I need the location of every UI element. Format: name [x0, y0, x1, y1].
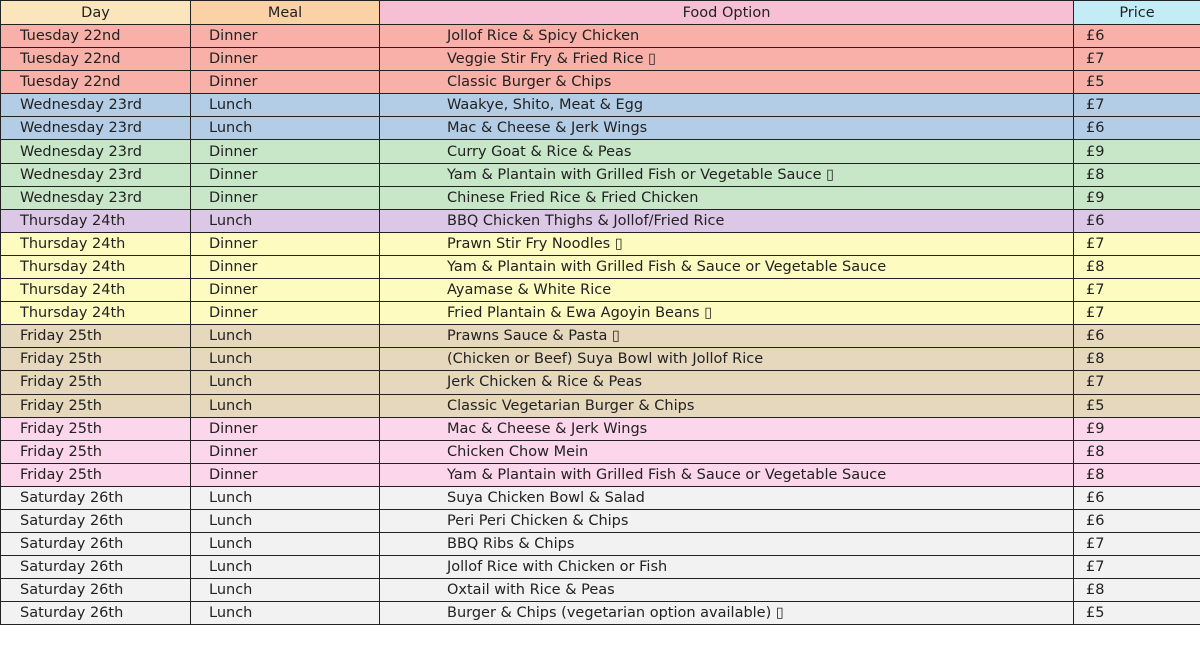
meal-cell: Lunch	[191, 602, 380, 625]
meal-cell: Dinner	[191, 302, 380, 325]
food-option-cell: Jollof Rice & Spicy Chicken	[380, 25, 1074, 48]
food-option-cell: BBQ Chicken Thighs & Jollof/Fried Rice	[380, 209, 1074, 232]
day-cell: Wednesday 23rd	[1, 94, 191, 117]
table-row	[1, 579, 1200, 602]
food-option-cell: Chinese Fried Rice & Fried Chicken	[380, 186, 1074, 209]
table-row	[1, 325, 1200, 348]
table-row	[1, 602, 1200, 625]
day-cell: Saturday 26th	[1, 602, 191, 625]
meal-cell: Lunch	[191, 486, 380, 509]
day-cell: Thursday 24th	[1, 302, 191, 325]
table-row	[1, 302, 1200, 325]
meal-cell: Dinner	[191, 140, 380, 163]
meal-cell: Dinner	[191, 417, 380, 440]
day-cell: Friday 25th	[1, 417, 191, 440]
price-cell: £6	[1074, 25, 1200, 48]
meal-cell: Dinner	[191, 25, 380, 48]
day-cell: Saturday 26th	[1, 486, 191, 509]
day-cell: Wednesday 23rd	[1, 140, 191, 163]
table-row	[1, 509, 1200, 532]
header-food-option: Food Option	[380, 1, 1074, 25]
food-option-cell: Mac & Cheese & Jerk Wings	[380, 117, 1074, 140]
food-option-cell: BBQ Ribs & Chips	[380, 533, 1074, 556]
price-cell: £8	[1074, 440, 1200, 463]
food-option-cell: Veggie Stir Fry & Fried Rice ▯	[380, 48, 1074, 71]
price-cell: £7	[1074, 556, 1200, 579]
price-cell: £5	[1074, 602, 1200, 625]
price-cell: £7	[1074, 533, 1200, 556]
food-option-cell: (Chicken or Beef) Suya Bowl with Jollof Rice	[380, 348, 1074, 371]
meal-cell: Lunch	[191, 325, 380, 348]
day-cell: Friday 25th	[1, 463, 191, 486]
food-option-cell: Burger & Chips (vegetarian option available) ▯	[380, 602, 1074, 625]
food-option-cell: Curry Goat & Rice & Peas	[380, 140, 1074, 163]
day-cell: Tuesday 22nd	[1, 71, 191, 94]
day-cell: Friday 25th	[1, 325, 191, 348]
day-cell: Wednesday 23rd	[1, 117, 191, 140]
meal-cell: Dinner	[191, 48, 380, 71]
meal-cell: Lunch	[191, 209, 380, 232]
price-cell: £7	[1074, 94, 1200, 117]
meal-cell: Lunch	[191, 556, 380, 579]
table-row	[1, 255, 1200, 278]
table-row	[1, 417, 1200, 440]
meal-cell: Lunch	[191, 117, 380, 140]
price-cell: £6	[1074, 509, 1200, 532]
price-cell: £8	[1074, 463, 1200, 486]
table-row	[1, 394, 1200, 417]
food-option-cell: Ayamase & White Rice	[380, 279, 1074, 302]
table-row	[1, 48, 1200, 71]
food-option-cell: Suya Chicken Bowl & Salad	[380, 486, 1074, 509]
day-cell: Thursday 24th	[1, 279, 191, 302]
day-cell: Wednesday 23rd	[1, 186, 191, 209]
day-cell: Saturday 26th	[1, 533, 191, 556]
day-cell: Thursday 24th	[1, 232, 191, 255]
meal-cell: Lunch	[191, 348, 380, 371]
price-cell: £7	[1074, 48, 1200, 71]
table-row	[1, 556, 1200, 579]
price-cell: £6	[1074, 209, 1200, 232]
food-option-cell: Chicken Chow Mein	[380, 440, 1074, 463]
meal-cell: Lunch	[191, 394, 380, 417]
price-cell: £6	[1074, 486, 1200, 509]
food-option-cell: Jerk Chicken & Rice & Peas	[380, 371, 1074, 394]
price-cell: £9	[1074, 417, 1200, 440]
food-option-cell: Prawn Stir Fry Noodles ▯	[380, 232, 1074, 255]
table-row	[1, 94, 1200, 117]
day-cell: Saturday 26th	[1, 556, 191, 579]
table-row	[1, 163, 1200, 186]
header-meal: Meal	[191, 1, 380, 25]
price-cell: £8	[1074, 163, 1200, 186]
meal-cell: Lunch	[191, 533, 380, 556]
meal-cell: Dinner	[191, 163, 380, 186]
price-cell: £7	[1074, 232, 1200, 255]
food-option-cell: Waakye, Shito, Meat & Egg	[380, 94, 1074, 117]
header-price: Price	[1074, 1, 1200, 25]
meal-cell: Dinner	[191, 279, 380, 302]
price-cell: £6	[1074, 117, 1200, 140]
meal-cell: Dinner	[191, 232, 380, 255]
food-option-cell: Prawns Sauce & Pasta ▯	[380, 325, 1074, 348]
meal-cell: Lunch	[191, 579, 380, 602]
meal-cell: Lunch	[191, 94, 380, 117]
day-cell: Tuesday 22nd	[1, 25, 191, 48]
food-option-cell: Classic Burger & Chips	[380, 71, 1074, 94]
day-cell: Friday 25th	[1, 348, 191, 371]
meal-cell: Dinner	[191, 71, 380, 94]
day-cell: Tuesday 22nd	[1, 48, 191, 71]
meal-cell: Lunch	[191, 371, 380, 394]
meal-cell: Lunch	[191, 509, 380, 532]
price-cell: £9	[1074, 140, 1200, 163]
price-cell: £5	[1074, 71, 1200, 94]
price-cell: £7	[1074, 279, 1200, 302]
table-row	[1, 371, 1200, 394]
table-body	[1, 25, 1200, 625]
food-option-cell: Jollof Rice with Chicken or Fish	[380, 556, 1074, 579]
price-cell: £8	[1074, 255, 1200, 278]
header-day: Day	[1, 1, 191, 25]
header-row	[1, 1, 1200, 25]
food-option-cell: Oxtail with Rice & Peas	[380, 579, 1074, 602]
table-row	[1, 279, 1200, 302]
day-cell: Friday 25th	[1, 394, 191, 417]
day-cell: Saturday 26th	[1, 579, 191, 602]
food-option-cell: Peri Peri Chicken & Chips	[380, 509, 1074, 532]
price-cell: £6	[1074, 325, 1200, 348]
table-row	[1, 186, 1200, 209]
meal-cell: Dinner	[191, 255, 380, 278]
table-row	[1, 348, 1200, 371]
table-header	[1, 1, 1200, 25]
price-cell: £8	[1074, 348, 1200, 371]
food-option-cell: Mac & Cheese & Jerk Wings	[380, 417, 1074, 440]
day-cell: Thursday 24th	[1, 209, 191, 232]
table-row	[1, 232, 1200, 255]
food-option-cell: Fried Plantain & Ewa Agoyin Beans ▯	[380, 302, 1074, 325]
meal-cell: Dinner	[191, 186, 380, 209]
day-cell: Saturday 26th	[1, 509, 191, 532]
food-option-cell: Yam & Plantain with Grilled Fish & Sauce or Vegetable Sauce	[380, 463, 1074, 486]
price-cell: £9	[1074, 186, 1200, 209]
price-cell: £7	[1074, 371, 1200, 394]
day-cell: Friday 25th	[1, 440, 191, 463]
meal-cell: Dinner	[191, 440, 380, 463]
food-option-cell: Yam & Plantain with Grilled Fish or Vegetable Sauce ▯	[380, 163, 1074, 186]
price-cell: £8	[1074, 579, 1200, 602]
table-row	[1, 209, 1200, 232]
table-row	[1, 533, 1200, 556]
price-cell: £5	[1074, 394, 1200, 417]
day-cell: Friday 25th	[1, 371, 191, 394]
table-row	[1, 440, 1200, 463]
meal-cell: Dinner	[191, 463, 380, 486]
price-cell: £7	[1074, 302, 1200, 325]
table-row	[1, 25, 1200, 48]
table-row	[1, 140, 1200, 163]
day-cell: Thursday 24th	[1, 255, 191, 278]
table-row	[1, 71, 1200, 94]
table-row	[1, 117, 1200, 140]
food-option-cell: Yam & Plantain with Grilled Fish & Sauce or Vegetable Sauce	[380, 255, 1074, 278]
table-row	[1, 486, 1200, 509]
day-cell: Wednesday 23rd	[1, 163, 191, 186]
table-row	[1, 463, 1200, 486]
food-option-cell: Classic Vegetarian Burger & Chips	[380, 394, 1074, 417]
